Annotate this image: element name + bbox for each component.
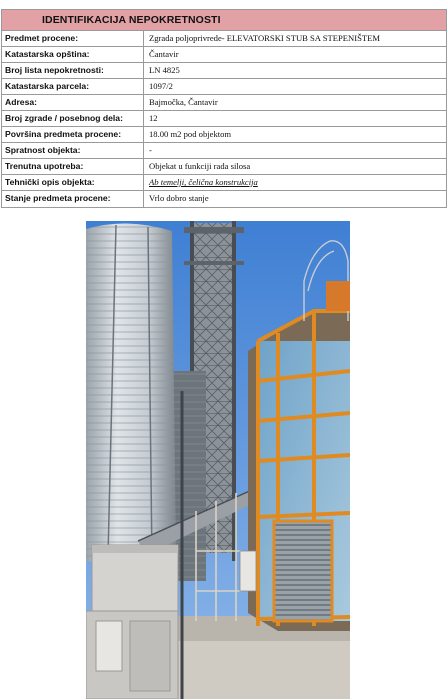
identification-table	[1, 9, 447, 208]
table-row	[2, 143, 446, 159]
row-value: Vrlo dobro stanje	[149, 193, 209, 203]
row-label: Predmet procene:	[2, 31, 144, 46]
row-value: 12	[149, 113, 158, 123]
row-label: Adresa:	[2, 95, 144, 110]
row-value: LN 4825	[149, 65, 180, 75]
table-row	[2, 47, 446, 63]
row-label: Katastarska parcela:	[2, 79, 144, 94]
table-row	[2, 31, 446, 47]
section-title: IDENTIFIKACIJA NEPOKRETNOSTI	[2, 10, 446, 31]
table-row	[2, 175, 446, 191]
table-row	[2, 111, 446, 127]
row-value: Zgrada poljoprivrede- ELEVATORSKI STUB SA STEPENIŠTEM	[149, 33, 380, 43]
row-label: Tehnički opis objekta:	[2, 175, 144, 190]
row-value: Čantavir	[149, 49, 179, 59]
table-row	[2, 191, 446, 207]
property-photo	[86, 221, 350, 699]
row-label: Broj zgrade / posebnog dela:	[2, 111, 144, 126]
table-row	[2, 79, 446, 95]
row-label: Broj lista nepokretnosti:	[2, 63, 144, 78]
row-label: Površina predmeta procene:	[2, 127, 144, 142]
row-value: 18.00 m2 pod objektom	[149, 129, 232, 139]
row-value: Ab temelji, čelična konstrukcija	[149, 177, 258, 187]
row-label: Spratnost objekta:	[2, 143, 144, 158]
row-value: 1097/2	[149, 81, 173, 91]
row-value: Bajmočka, Čantavir	[149, 97, 218, 107]
table-row	[2, 159, 446, 175]
table-row	[2, 63, 446, 79]
row-label: Trenutna upotreba:	[2, 159, 144, 174]
table-row	[2, 127, 446, 143]
row-value: Objekat u funkciji rada silosa	[149, 161, 251, 171]
row-value: -	[149, 145, 152, 155]
row-label: Stanje predmeta procene:	[2, 191, 144, 207]
row-label: Katastarska opština:	[2, 47, 144, 62]
silo-elevator-illustration	[86, 221, 350, 699]
table-row	[2, 95, 446, 111]
